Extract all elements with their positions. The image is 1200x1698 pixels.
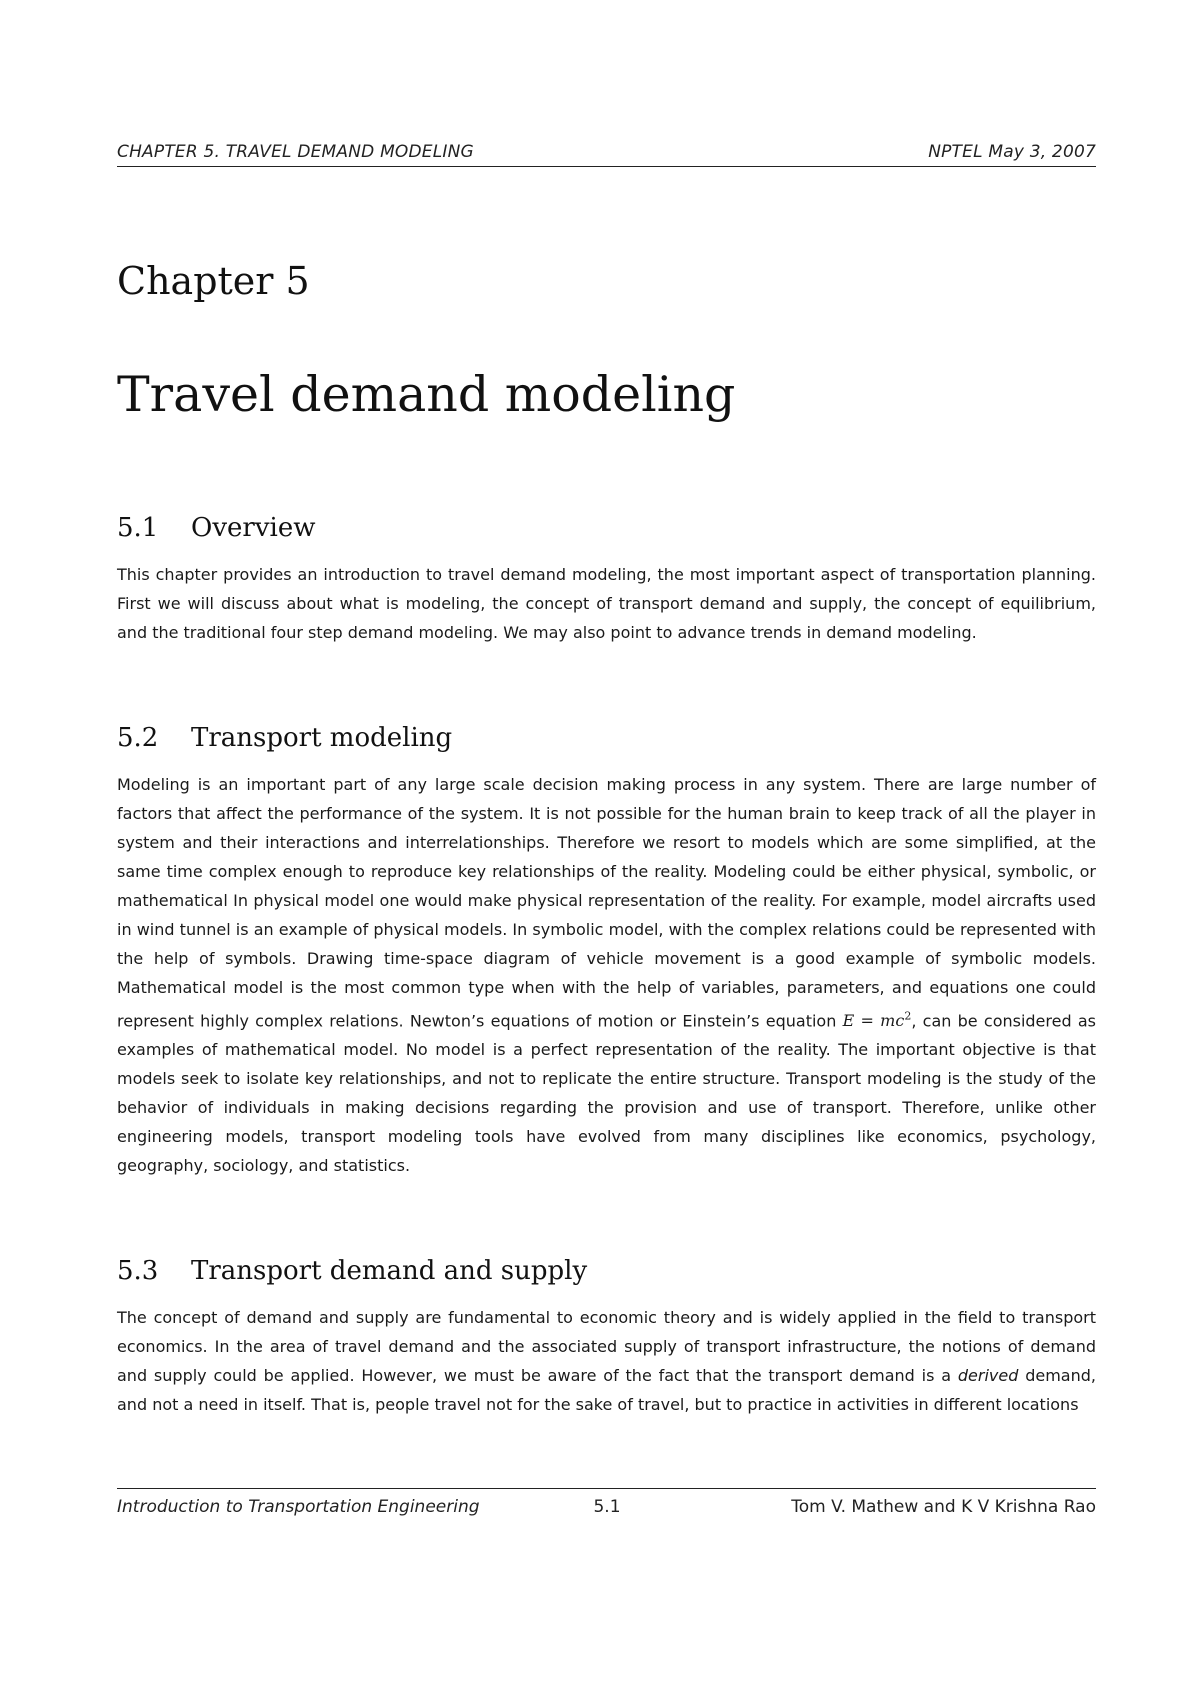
section-overview (117, 512, 1096, 647)
paragraph-text: The concept of demand and supply are fundamental to economic theory and is widely applied in the field to transport economics. In the area of travel demand and the associated supply of transport infrastructure, the notions of demand and supply could be applied. However, we must be aware of the fact that the transport demand is a (117, 1308, 1096, 1385)
header-chapter-title: CHAPTER 5. TRAVEL DEMAND MODELING (117, 142, 474, 162)
section-number: 5.2 (117, 723, 159, 753)
equation-exponent: 2 (904, 1010, 912, 1023)
section-paragraph (117, 770, 1096, 1180)
section-paragraph (117, 1303, 1096, 1419)
header-date: NPTEL May 3, 2007 (928, 142, 1096, 162)
footer-authors: Tom V. Mathew and K V Krishna Rao (791, 1497, 1096, 1517)
section-title: Transport demand and supply (191, 1256, 588, 1286)
paragraph-text: Modeling is an important part of any large scale decision making process in any system. There are large number of factors that affect the performance of the system. It is not possible for the human brain to keep track of all the player in system and their interactions and interrelationships. Therefore we resort to models which are some simplified, at the same time complex enough to reproduce key relationships of the reality. Modeling could be either physical, symbolic, or mathematical In physical model one would make physical representation of the reality. For example, model aircrafts used in wind tunnel is an example of physical models. In symbolic model, with the complex relations could be represented with the help of symbols. Drawing time-space diagram of vehicle movement is a good example of symbolic models. Mathematical model is the most common type when with the help of variables, parameters, and equations one could represent highly complex relations. Newton’s equations of motion or Einstein’s equation (117, 775, 1096, 1031)
section-heading (117, 1255, 1096, 1287)
section-title: Overview (191, 513, 316, 543)
section-heading (117, 722, 1096, 754)
emphasis-text: derived (957, 1366, 1019, 1385)
section-number: 5.1 (117, 513, 159, 543)
einstein-equation (843, 1011, 912, 1030)
paragraph-text: demand, and not a need in itself. That is, people travel not for the sake of travel, but to practice in activities in different locations (117, 1366, 1096, 1414)
paragraph-text: , can be considered as examples of mathematical model. No model is a perfect representation of the reality. The important objective is that models seek to isolate key relationships, and not to replicate the entire structure. Transport modeling is the study of the behavior of individuals in making decisions regarding the provision and use of transport. Therefore, unlike other engineering models, transport modeling tools have evolved from many disciplines like economics, psychology, geography, sociology, and statistics. (117, 1011, 1097, 1176)
equation-base: E = mc (842, 1011, 905, 1031)
section-heading (117, 512, 1096, 544)
section-title: Transport modeling (191, 723, 453, 753)
section-paragraph: This chapter provides an introduction to travel demand modeling, the most important aspect of transportation planning. First we will discuss about what is modeling, the concept of transport demand and supply, the concept of equilibrium, and the traditional four step demand modeling. We may also point to advance trends in demand modeling. (117, 565, 1096, 642)
running-header (117, 142, 1096, 167)
section-number: 5.3 (117, 1256, 159, 1286)
chapter-label: Chapter 5 (117, 259, 310, 303)
page-number: 5.1 (593, 1497, 621, 1517)
section-demand-supply (117, 1255, 1096, 1419)
section-transport-modeling (117, 722, 1096, 1180)
document-page (117, 0, 1096, 1698)
running-footer (117, 1488, 1096, 1517)
footer-book-title: Introduction to Transportation Engineering (117, 1497, 480, 1517)
chapter-title: Travel demand modeling (117, 366, 736, 423)
